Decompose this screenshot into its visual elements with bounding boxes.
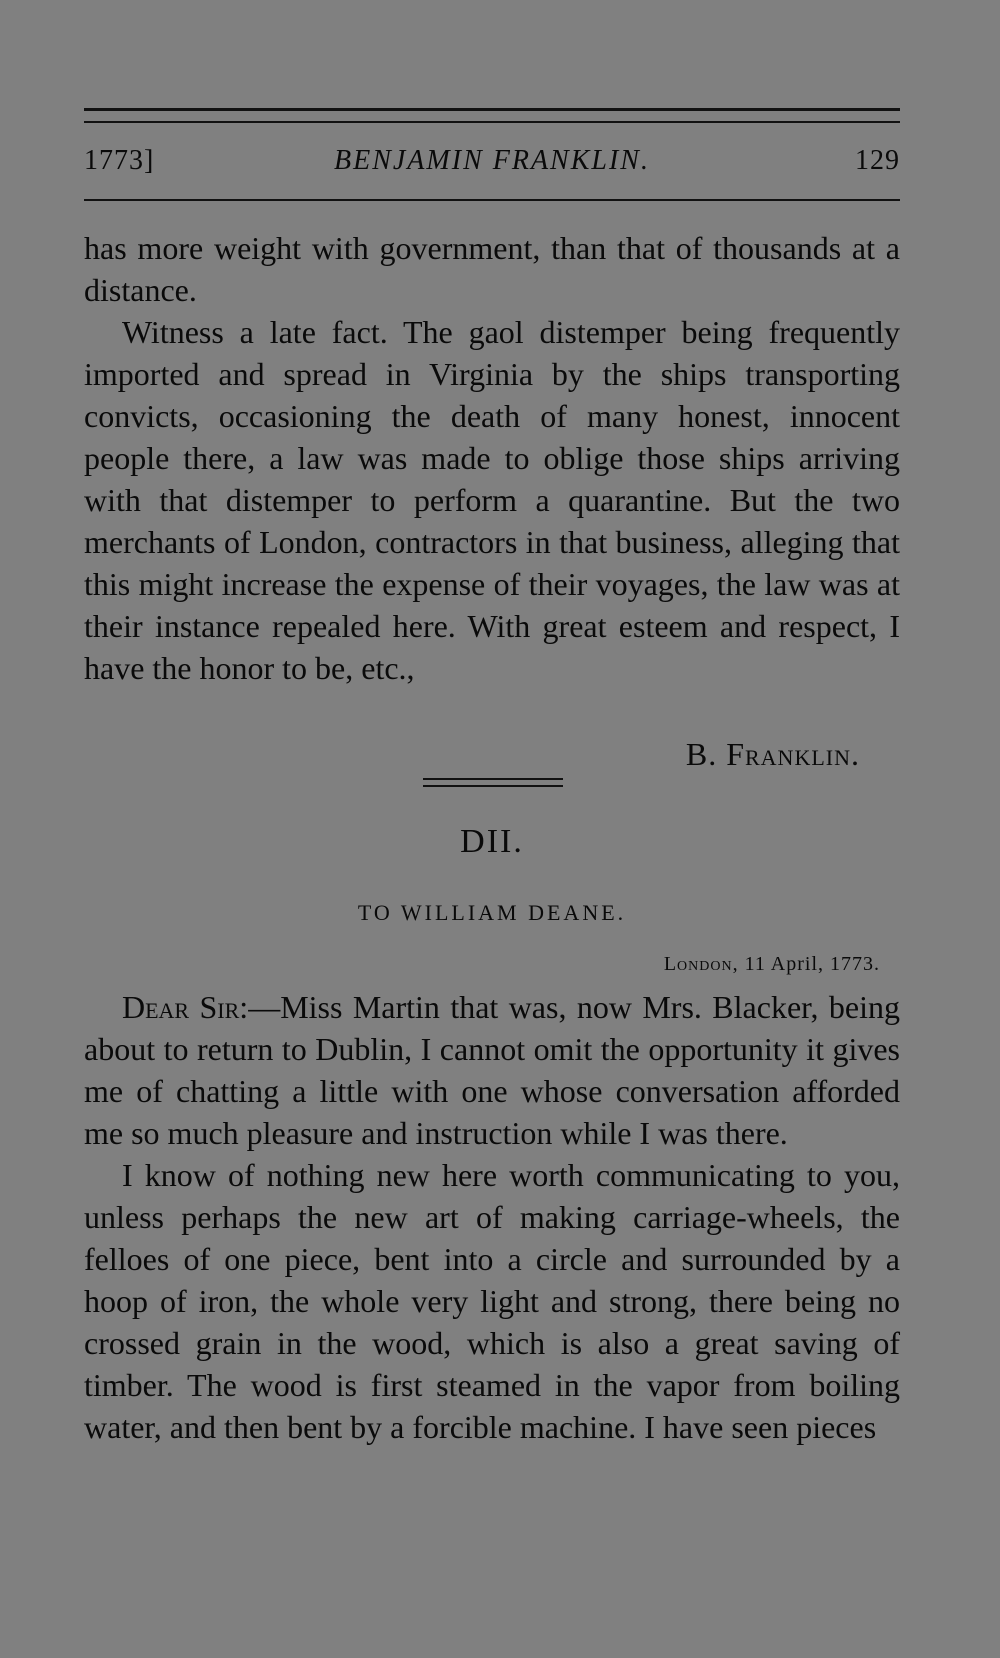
dateline-date: 11 April, 1773. xyxy=(744,953,880,975)
header-rule-top xyxy=(84,108,900,111)
header-rule-bottom xyxy=(84,199,900,201)
running-head xyxy=(84,145,900,185)
running-head-year: 1773] xyxy=(84,145,155,176)
running-head-title: BENJAMIN FRANKLIN. xyxy=(334,145,650,176)
body-text-top xyxy=(84,227,900,689)
body-text-letter xyxy=(84,986,900,1448)
page-number: 129 xyxy=(855,145,900,176)
book-page xyxy=(84,0,900,1658)
section-separator-rule xyxy=(423,778,563,780)
letter-number: DII. xyxy=(460,823,524,860)
salutation: Dear Sir xyxy=(122,989,240,1025)
paragraph-salutation xyxy=(84,986,900,1154)
dateline xyxy=(664,953,880,976)
paragraph-witness: Witness a late fact. The gaol distemper being frequently imported and spread in Virginia by the ships transporting convicts, occasioning the death of many honest, innocent people there, a law was made to oblige those ships arriving with that distemper to perform a quarantine. But the two merchants of London, contractors in that business, alleging that this might increase the expense of their voyages, the law was at their instance repealed here. With great esteem and respect, I have the honor to be, etc., xyxy=(84,314,900,686)
dateline-place: London, xyxy=(663,953,739,975)
paragraph-carriage-wheels: I know of nothing new here worth communicating to you, unless perhaps the new art of making carriage-wheels, the felloes of one piece, bent into a circle and surrounded by a hoop of iron, the whole very light and strong, there being no crossed grain in the wood, which is also a great saving of timber. The wood is first steamed in the vapor from boiling water, and then bent by a forcible machine. I have seen pieces xyxy=(84,1157,900,1445)
signature: B. Franklin. xyxy=(685,736,860,772)
paragraph-first-text: :—Miss Martin that was, now Mrs. Blacker, being about to return to Dublin, I cannot omit the opportunity it gives me of chatting a little with one whose conversation afforded me so much pleasure and instruction while I was there. xyxy=(84,989,900,1151)
header-rule-second xyxy=(84,121,900,123)
section-separator-rule xyxy=(423,785,563,787)
letter-heading: TO WILLIAM DEANE. xyxy=(357,900,627,925)
paragraph-continuation: has more weight with government, than that of thousands at a distance. xyxy=(84,230,900,308)
